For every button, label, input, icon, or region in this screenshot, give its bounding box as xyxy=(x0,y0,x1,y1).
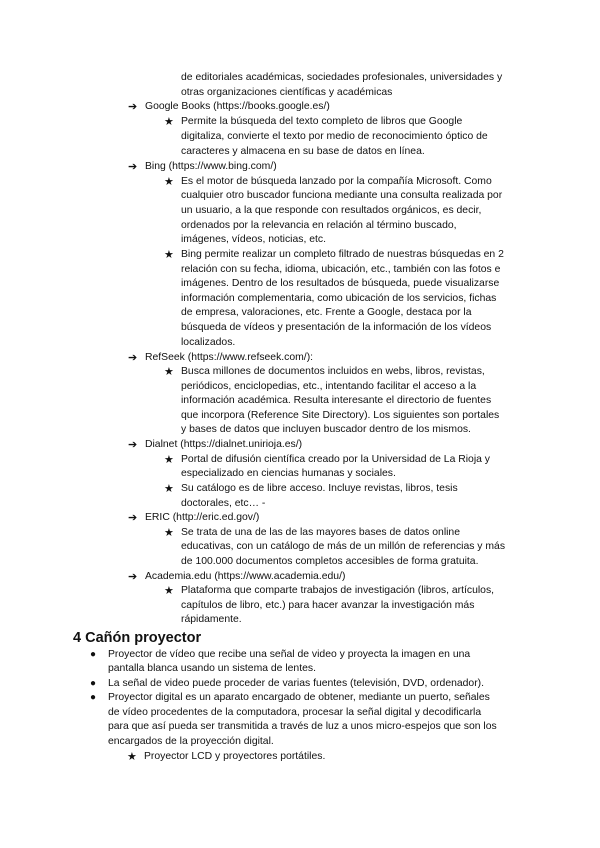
text-line: encargados de la proyección digital. xyxy=(108,736,274,747)
text-line: un usuario, a la que responde con resultados orgánicos, es decir, xyxy=(181,205,482,216)
text-line: Se trata de una de las de las mayores bases de datos online xyxy=(181,527,460,538)
text-line: imágenes. Dentro de los resultados de búsqueda, puede visualizarse xyxy=(181,278,500,289)
text-line: rápidamente. xyxy=(181,614,242,625)
star-icon: ★ xyxy=(164,116,174,128)
google-books-title: Google Books (https://books.google.es/) xyxy=(145,101,330,112)
text-line: información complementaria, como ubicación de los servicios, fichas xyxy=(181,293,497,304)
text-line: Es el motor de búsqueda lanzado por la compañía Microsoft. Como xyxy=(181,176,492,187)
text-line: Su catálogo es de libre acceso. Incluye revistas, libros, tesis xyxy=(181,483,458,494)
arrow-icon: ➔ xyxy=(128,571,138,583)
star-icon: ★ xyxy=(164,249,174,261)
star-icon: ★ xyxy=(164,366,174,378)
arrow-icon: ➔ xyxy=(128,352,138,364)
text-line: cualquier otro buscador funciona mediante una consulta realizada por xyxy=(181,190,503,201)
eric-title: ERIC (http://eric.ed.gov/) xyxy=(145,512,260,523)
text-line: de vídeo procedentes de la computadora, procesar la señal digital y decodificarla xyxy=(108,707,482,718)
text-line: de empresa, valoraciones, etc. Frente a Google, destaca por la xyxy=(181,307,472,318)
star-icon: ★ xyxy=(164,176,174,188)
text-line: que incorpora (Reference Site Directory). Los siguientes son portales xyxy=(181,410,500,421)
bullet-icon: ● xyxy=(90,678,97,689)
star-icon: ★ xyxy=(164,585,174,597)
refseek-title: RefSeek (https://www.refseek.com/): xyxy=(145,352,314,363)
text-line: y bases de datos que incluyen buscador dentro de los mismos. xyxy=(181,424,471,435)
text-line: Proyector LCD y proyectores portátiles. xyxy=(144,751,326,762)
text-line: Permite la búsqueda del texto completo de libros que Google xyxy=(181,116,463,127)
intro-line: de editoriales académicas, sociedades profesionales, universidades y xyxy=(181,72,503,83)
text-line: búsqueda de vídeos y presentación de la información de los vídeos xyxy=(181,322,492,333)
text-line: localizados. xyxy=(181,337,236,348)
text-line: doctorales, etc… - xyxy=(181,498,266,509)
text-line: Proyector digital es un aparato encargado de obtener, mediante un puerto, señales xyxy=(108,692,490,703)
text-line: Portal de difusión científica creado por la Universidad de La Rioja y xyxy=(181,454,491,465)
text-line: ordenados por la relevancia en relación al término buscado, xyxy=(181,220,457,231)
bing-title: Bing (https://www.bing.com/) xyxy=(145,161,277,172)
arrow-icon: ➔ xyxy=(128,101,138,113)
star-icon: ★ xyxy=(164,454,174,466)
arrow-icon: ➔ xyxy=(128,439,138,451)
text-line: Busca millones de documentos incluidos en webs, libros, revistas, xyxy=(181,366,485,377)
arrow-icon: ➔ xyxy=(128,161,138,173)
text-line: Plataforma que comparte trabajos de investigación (libros, artículos, xyxy=(181,585,495,596)
text-line: caracteres y almacena en su base de datos en línea. xyxy=(181,146,425,157)
academia-title: Academia.edu (https://www.academia.edu/) xyxy=(145,571,346,582)
star-icon: ★ xyxy=(127,751,137,763)
text-line: periódicos, enciclopedias, etc., intentando facilitar el acceso a la xyxy=(181,381,477,392)
section-heading: 4 Cañón proyector xyxy=(73,630,202,646)
text-line: de 100.000 documentos completos accesibles de forma gratuita. xyxy=(181,556,479,567)
text-line: relación con su fecha, idioma, ubicación, etc., también con las fotos e xyxy=(181,264,501,275)
text-line: digitaliza, convierte el texto por medio de reconocimiento óptico de xyxy=(181,131,488,142)
bullet-icon: ● xyxy=(90,692,97,703)
text-line: Bing permite realizar un completo filtrado de nuestras búsquedas en 2 xyxy=(181,249,504,260)
text-line: educativas, con un catálogo de más de un millón de referencias y más xyxy=(181,541,506,552)
bullet-icon: ● xyxy=(90,649,97,660)
text-line: capítulos de libro, etc.) para hacer avanzar la investigación más xyxy=(181,600,475,611)
intro-line: otras organizaciones científicas y académicas xyxy=(181,87,393,98)
text-line: pantalla blanca usando un sistema de lentes. xyxy=(108,663,316,674)
text-line: para que así pueda ser transmitida a través de luz a unos micro-espejos que son los xyxy=(108,721,497,732)
text-line: especializado en ciencias humanas y sociales. xyxy=(181,468,396,479)
text-line: La señal de video puede proceder de varias fuentes (televisión, DVD, ordenador). xyxy=(108,678,485,689)
text-line: información académica. Resulta interesante el directorio de fuentes xyxy=(181,395,492,406)
arrow-icon: ➔ xyxy=(128,512,138,524)
star-icon: ★ xyxy=(164,527,174,539)
text-line: imágenes, vídeos, noticias, etc. xyxy=(181,234,326,245)
text-line: Proyector de vídeo que recibe una señal de video y proyecta la imagen en una xyxy=(108,649,471,660)
dialnet-title: Dialnet (https://dialnet.unirioja.es/) xyxy=(145,439,303,450)
star-icon: ★ xyxy=(164,483,174,495)
